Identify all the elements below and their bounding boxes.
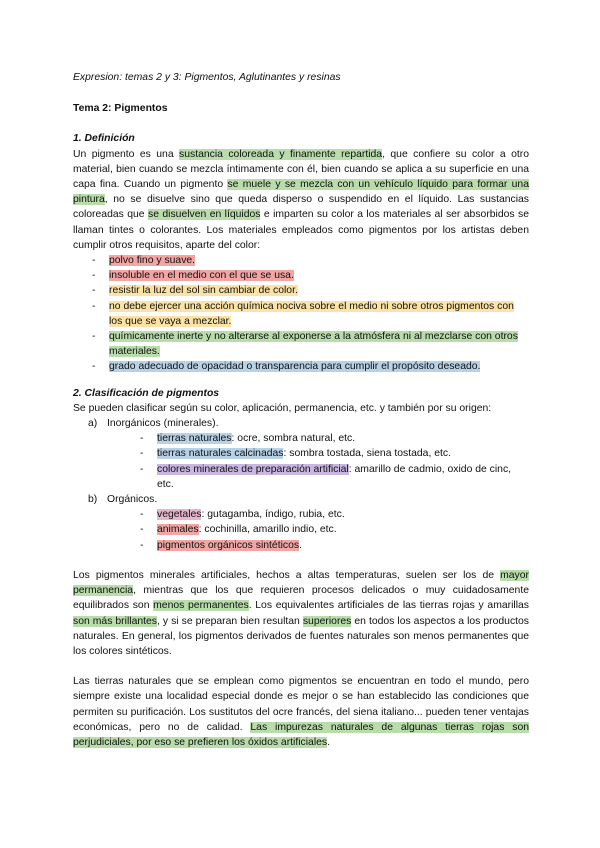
text-run: . Los equivalentes artificiales de las tierras rojas y amarillas — [248, 600, 529, 612]
highlight-green: superiores — [302, 615, 352, 627]
text-run: , y si se preparan bien resultan — [157, 615, 303, 627]
highlight-yellow: resistir la luz del sol sin cambiar de color. — [109, 285, 298, 297]
highlight-green: menos permanentes — [153, 600, 249, 612]
highlight-blue: tierras naturales calcinadas — [157, 448, 284, 460]
text-run: : cochinilla, amarillo indio, etc. — [198, 524, 337, 536]
highlight-blue: tierras naturales — [157, 433, 232, 445]
list-title: Inorgánicos (minerales). — [107, 418, 219, 430]
list-item — [140, 507, 529, 522]
section-classification-heading: 2. Clasificación de pigmentos — [73, 387, 220, 399]
text-run: Un pigmento es una — [73, 148, 180, 160]
list-item — [92, 268, 529, 283]
highlight-green: mayor permanencia — [73, 569, 529, 597]
artificial-pigments-paragraph — [73, 568, 529, 659]
list-item — [92, 253, 529, 268]
list-item — [92, 329, 529, 359]
highlight-red: polvo fino y suave. — [109, 255, 196, 267]
highlight-green: sustancia coloreada y finamente repartida — [179, 148, 383, 160]
list-label: b) — [88, 494, 98, 506]
document-header: Expresion: temas 2 y 3: Pigmentos, Aglutinantes y resinas — [73, 72, 341, 83]
highlight-green: Las impurezas naturales de algunas tierras rojas son perjudiciales, por eso se prefieren los óxidos artificiales — [73, 721, 530, 748]
inorganic-list — [88, 431, 529, 492]
list-item — [140, 522, 529, 537]
text-run: . — [327, 736, 331, 748]
definition-paragraph — [73, 147, 529, 253]
organic-list — [88, 507, 529, 553]
text-run: : gutagamba, índigo, rubia, etc. — [201, 509, 345, 521]
list-title: Orgánicos. — [107, 494, 158, 506]
list-item — [92, 299, 529, 329]
list-item — [88, 492, 529, 553]
text-run: Las tierras naturales que se emplean como pigmentos se encuentran en todo el mundo, pero siempre existe una localidad especial donde es mejor o se han establecido las condiciones que permiten su purificación. Los sustitutos del ocre francés, del siena italiano... pueden tener ventajas económicas, pero no de calidad. — [73, 676, 529, 733]
highlight-red: pigmentos orgánicos sintéticos — [157, 539, 300, 551]
highlight-green: se muele y se mezcla con un vehículo líquido para formar una pintura — [73, 179, 529, 206]
highlight-green: son más brillantes — [73, 615, 157, 627]
section-definition-heading: 1. Definición — [73, 133, 135, 145]
document-page — [73, 70, 529, 750]
list-item — [88, 416, 529, 492]
list-item — [140, 538, 529, 553]
list-item — [92, 359, 529, 374]
text-run: , mientras que los que requieren procesos delicados o muy cuidadosamente equilibrados son — [73, 585, 529, 612]
text-run: , no se disuelve sino que queda disperso o suspendido en el líquido. Las sustancias coloreadas que — [73, 194, 529, 221]
text-run: en todos los aspectos a los productos naturales. En general, los pigmentos derivados de fuentes naturales son menos permanentes que los colores sintéticos. — [73, 615, 529, 657]
classification-intro: Se pueden clasificar según su color, aplicación, permanencia, etc. y también por su origen: — [73, 402, 492, 414]
text-run: Los pigmentos minerales artificiales, hechos a altas temperaturas, suelen ser los de — [73, 569, 501, 581]
list-item — [140, 446, 529, 461]
page-title: Tema 2: Pigmentos — [73, 103, 168, 115]
text-run: e imparten su color a los materiales al ser absorbidos se llaman tintes o colorantes. Los materiales empleados como pigmentos por los artistas deben cumplir otros requisitos, aparte del color: — [73, 209, 529, 251]
text-run: , que confiere su color a otro material, bien cuando se mezcla íntimamente con él, bien cuando se aplica a su superficie en una capa fina. Cuando un pigmento — [73, 148, 529, 191]
highlight-red: animales — [157, 524, 199, 536]
natural-earths-paragraph — [73, 674, 529, 750]
highlight-green: químicamente inerte y no alterarse al exponerse a la atmósfera ni al mezclarse con otros materiales. — [109, 331, 518, 358]
requirements-list — [73, 253, 529, 375]
highlight-red: insoluble en el medio con el que se usa. — [109, 270, 294, 282]
text-run: . — [299, 539, 302, 551]
highlight-green: se disuelven en líquidos — [148, 209, 261, 221]
highlight-pink: vegetales — [157, 509, 202, 521]
highlight-yellow: no debe ejercer una acción química nociva sobre el medio ni sobre otros pigmentos con los que se vaya a mezclar. — [109, 300, 514, 327]
text-run: : amarillo de cadmio, oxido de cinc, etc. — [157, 463, 512, 490]
list-item — [92, 283, 529, 298]
highlight-purple: colores minerales de preparación artificial — [157, 463, 349, 475]
text-run: : ocre, sombra natural, etc. — [231, 433, 356, 445]
highlight-blue: grado adecuado de opacidad o transparencia para cumplir el propósito deseado. — [109, 361, 481, 373]
text-run: : sombra tostada, siena tostada, etc. — [283, 448, 451, 460]
classification-list — [73, 416, 529, 553]
list-item — [140, 431, 529, 446]
list-label: a) — [88, 418, 98, 430]
list-item — [140, 462, 529, 492]
